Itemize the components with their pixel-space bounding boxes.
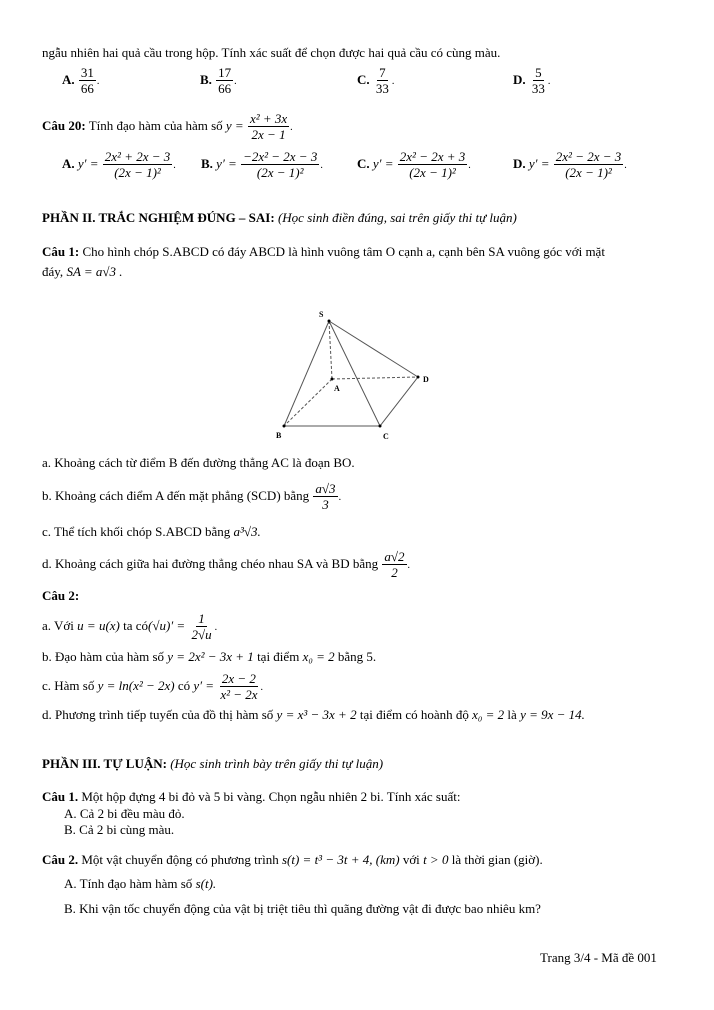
fraction-numerator: a√3 bbox=[315, 481, 336, 496]
item-text: ta có bbox=[123, 617, 149, 633]
part2-q2-item-b bbox=[42, 649, 376, 665]
option-label: A. bbox=[62, 71, 75, 87]
option-label: D. bbox=[513, 71, 526, 87]
item-text: là bbox=[507, 707, 517, 722]
fraction-denominator: x² − 2x bbox=[220, 687, 258, 702]
part2-q1-item-a: a. Khoảng cách từ điểm B đến đường thẳng AC là đoạn BO. bbox=[42, 455, 355, 470]
vertex-b bbox=[283, 425, 286, 428]
fraction-numerator: 5 bbox=[535, 65, 542, 80]
fraction-denominator: 3 bbox=[322, 497, 329, 512]
question-text: là thời gian (giờ). bbox=[451, 852, 543, 867]
option-label: D. bbox=[513, 155, 526, 171]
question-label: Câu 1. bbox=[42, 789, 79, 804]
q20-option-c: C. y′ = $\frac{\text{2x² − 2x + 3}}{\text{(2x − 1)²}}$ . bbox=[357, 149, 471, 180]
fraction-denominator: 2√u bbox=[191, 627, 212, 642]
item-text: tại điểm có hoành độ bbox=[359, 707, 469, 722]
fraction-numerator: x² + 3x bbox=[249, 111, 288, 126]
fraction-denominator: 33 bbox=[531, 81, 545, 96]
fraction-denominator: (2x − 1)² bbox=[256, 165, 304, 180]
fraction-numerator: 2x² − 2x − 3 bbox=[555, 149, 622, 164]
fraction-numerator: a√2 bbox=[384, 549, 405, 564]
edge-sb bbox=[284, 321, 329, 426]
option-lhs: y′ = bbox=[77, 155, 99, 171]
vertex-d bbox=[417, 376, 420, 379]
fraction-numerator: 1 bbox=[198, 611, 205, 626]
option-lhs: y′ = bbox=[216, 155, 237, 171]
option-lhs: y′ = bbox=[372, 155, 394, 171]
item-math: u = u(x) bbox=[77, 617, 120, 633]
label-s: S bbox=[319, 310, 324, 319]
section-note: (Học sinh điền đúng, sai trên giấy thi tự luận) bbox=[277, 210, 517, 225]
item-text: a. Với bbox=[42, 617, 74, 633]
item-text: c. Thể tích khối chóp S.ABCD bằng bbox=[42, 524, 231, 539]
item-math: y = x³ − 3x + 2 bbox=[276, 707, 357, 722]
question-text: Cho hình chóp S.ABCD có đáy ABCD là hình vuông tâm O cạnh a, cạnh bên SA vuông góc với mặt bbox=[82, 244, 605, 259]
vertex-c bbox=[379, 425, 382, 428]
item-math: (√u)′ = bbox=[148, 617, 186, 633]
question-math: s(t) = t³ − 3t + 4, (km) bbox=[281, 852, 400, 867]
part2-q1-item-d: d. Khoảng cách giữa hai đường thẳng chéo nhau SA và BD bằng $\frac{a√2}{2}$ . bbox=[42, 549, 411, 580]
item-math: a³√3. bbox=[233, 524, 261, 539]
question-text: đáy, bbox=[42, 264, 64, 279]
option-label: A. bbox=[62, 155, 75, 171]
q20-option-d: D. y′ = $\frac{\text{2x² − 2x − 3}}{\text{(2x − 1)²}}$ . bbox=[513, 149, 627, 180]
label-b: B bbox=[276, 431, 282, 440]
part2-q1-item-b: b. Khoảng cách điểm A đến mặt phẳng (SCD) bằng $\frac{a√3}{3}$ . bbox=[42, 481, 342, 512]
fraction-denominator: 2x − 1 bbox=[251, 127, 286, 142]
edge-cd bbox=[380, 377, 418, 426]
fraction-numerator: 31 bbox=[80, 65, 94, 80]
item-text: c. Hàm số bbox=[42, 677, 95, 693]
part3-heading bbox=[42, 756, 383, 772]
fraction-denominator: (2x − 1)² bbox=[114, 165, 161, 180]
part3-q1-item-b: B. Cả 2 bi cùng màu. bbox=[64, 822, 175, 837]
item-math: y′ = bbox=[193, 677, 215, 693]
vertex-s bbox=[328, 320, 331, 323]
question-text: Tính đạo hàm của hàm số bbox=[88, 117, 223, 133]
item-text: có bbox=[177, 677, 191, 693]
vertex-a bbox=[331, 378, 334, 381]
edge-ad bbox=[332, 377, 418, 379]
fraction-numerator: 2x² − 2x + 3 bbox=[399, 149, 466, 164]
fraction-numerator: 2x² + 2x − 3 bbox=[104, 149, 171, 164]
question-math: t > 0 bbox=[423, 852, 449, 867]
label-c: C bbox=[383, 432, 389, 441]
question-text: với bbox=[402, 852, 420, 867]
part3-q1 bbox=[42, 789, 460, 805]
fraction-denominator: 66 bbox=[80, 81, 94, 96]
label-d: D bbox=[423, 375, 429, 384]
fraction-numerator: 2x − 2 bbox=[221, 671, 256, 686]
item-text: b. Khoảng cách điểm A đến mặt phẳng (SCD) bằng bbox=[42, 487, 310, 503]
fraction-numerator: −2x² − 2x − 3 bbox=[243, 149, 318, 164]
q19-text: ngẫu nhiên hai quả cầu trong hộp. Tính xác suất để chọn được hai quả cầu có cùng màu. bbox=[42, 45, 501, 60]
section-note: (Học sinh trình bày trên giấy thi tự luận) bbox=[170, 756, 384, 771]
part3-q2-item-b: B. Khi vận tốc chuyển động của vật bị triệt tiêu thì quãng đường vật đi được bao nhiêu km? bbox=[64, 901, 541, 916]
page-footer: Trang 3/4 - Mã đề 001 bbox=[540, 950, 657, 965]
item-math: y = 2x² − 3x + 1 bbox=[167, 649, 254, 664]
fraction-numerator: 7 bbox=[379, 65, 386, 80]
section-title: PHẦN II. TRẮC NGHIỆM ĐÚNG – SAI: bbox=[42, 210, 275, 225]
fraction-denominator: (2x − 1)² bbox=[565, 165, 612, 180]
question-math: SA = a√3 . bbox=[66, 264, 123, 279]
part3-q2 bbox=[42, 852, 543, 868]
q19-option-a: A. $\frac{31}{66}$ . bbox=[62, 65, 100, 96]
question-text: Một vật chuyển động có phương trình bbox=[81, 852, 279, 867]
item-math: x₀ = 2 bbox=[302, 649, 335, 664]
q19-option-c: C. $\frac{7}{33}$ . bbox=[357, 65, 395, 96]
part3-q2-item-a bbox=[64, 876, 216, 892]
fraction-denominator: 66 bbox=[218, 81, 232, 96]
fraction-denominator: (2x − 1)² bbox=[409, 165, 456, 180]
item-text: A. Tính đạo hàm hàm số bbox=[64, 876, 193, 891]
q20-option-a: A. y′ = $\frac{\text{2x² + 2x − 3}}{\text{(2x − 1)²}}$ . bbox=[62, 149, 176, 180]
item-text: tại điểm bbox=[257, 649, 300, 664]
question-text: Một hộp đựng 4 bi đỏ và 5 bi vàng. Chọn ngẫu nhiên 2 bi. Tính xác suất: bbox=[81, 789, 461, 804]
q20-option-b: B. y′ = $\frac{\text{−2x² − 2x − 3}}{\text{(2x − 1)²}}$ . bbox=[201, 149, 323, 180]
item-math: s(t). bbox=[195, 876, 217, 891]
part2-q2-item-c: c. Hàm số y = ln(x² − 2x) có y′ = $\frac{2x - 2}{\text{x² − 2x}}$ . bbox=[42, 671, 264, 702]
item-math: x₀ = 2 bbox=[472, 707, 505, 722]
item-text: d. Khoảng cách giữa hai đường thẳng chéo nhau SA và BD bằng bbox=[42, 555, 379, 571]
func-lhs: y = bbox=[225, 117, 244, 133]
option-label: C. bbox=[357, 71, 370, 87]
option-label: B. bbox=[200, 71, 212, 87]
q19-option-d: D. $\frac{5}{33}$ . bbox=[513, 65, 551, 96]
section-title: PHẦN III. TỰ LUẬN: bbox=[42, 756, 167, 771]
part2-q2-item-a: a. Với u = u(x) ta có(√u)′ = $\frac{1}{2√u}$ . bbox=[42, 611, 218, 642]
edge-sa bbox=[329, 321, 332, 379]
part2-q1-item-c bbox=[42, 524, 261, 540]
option-label: C. bbox=[357, 155, 370, 171]
item-math: y = 9x − 14. bbox=[520, 707, 585, 722]
option-label: B. bbox=[201, 155, 213, 171]
part2-q2-item-d bbox=[42, 707, 585, 723]
item-text: b. Đạo hàm của hàm số bbox=[42, 649, 165, 664]
edge-ab bbox=[284, 379, 332, 426]
option-lhs: y′ = bbox=[528, 155, 550, 171]
fraction-denominator: 33 bbox=[375, 81, 389, 96]
part3-q1-item-a: A. Cả 2 bi đều màu đỏ. bbox=[64, 806, 185, 821]
item-text: d. Phương trình tiếp tuyến của đồ thị hàm số bbox=[42, 707, 274, 722]
q20-question: Câu 20: Tính đạo hàm của hàm số y = $\frac{\text{x² + 3x}}{2x - 1}$ . bbox=[42, 111, 293, 142]
fraction-numerator: 17 bbox=[218, 65, 232, 80]
question-label: Câu 1: bbox=[42, 244, 80, 259]
fraction-denominator: 2 bbox=[391, 565, 398, 580]
label-a: A bbox=[334, 384, 340, 393]
question-label: Câu 2. bbox=[42, 852, 79, 867]
q19-option-b: B. $\frac{17}{66}$ . bbox=[200, 65, 237, 96]
question-label: Câu 20: bbox=[42, 117, 86, 133]
item-text: bằng 5. bbox=[337, 649, 377, 664]
part2-q2-label: Câu 2: bbox=[42, 588, 80, 603]
item-math: y = ln(x² − 2x) bbox=[97, 677, 175, 693]
